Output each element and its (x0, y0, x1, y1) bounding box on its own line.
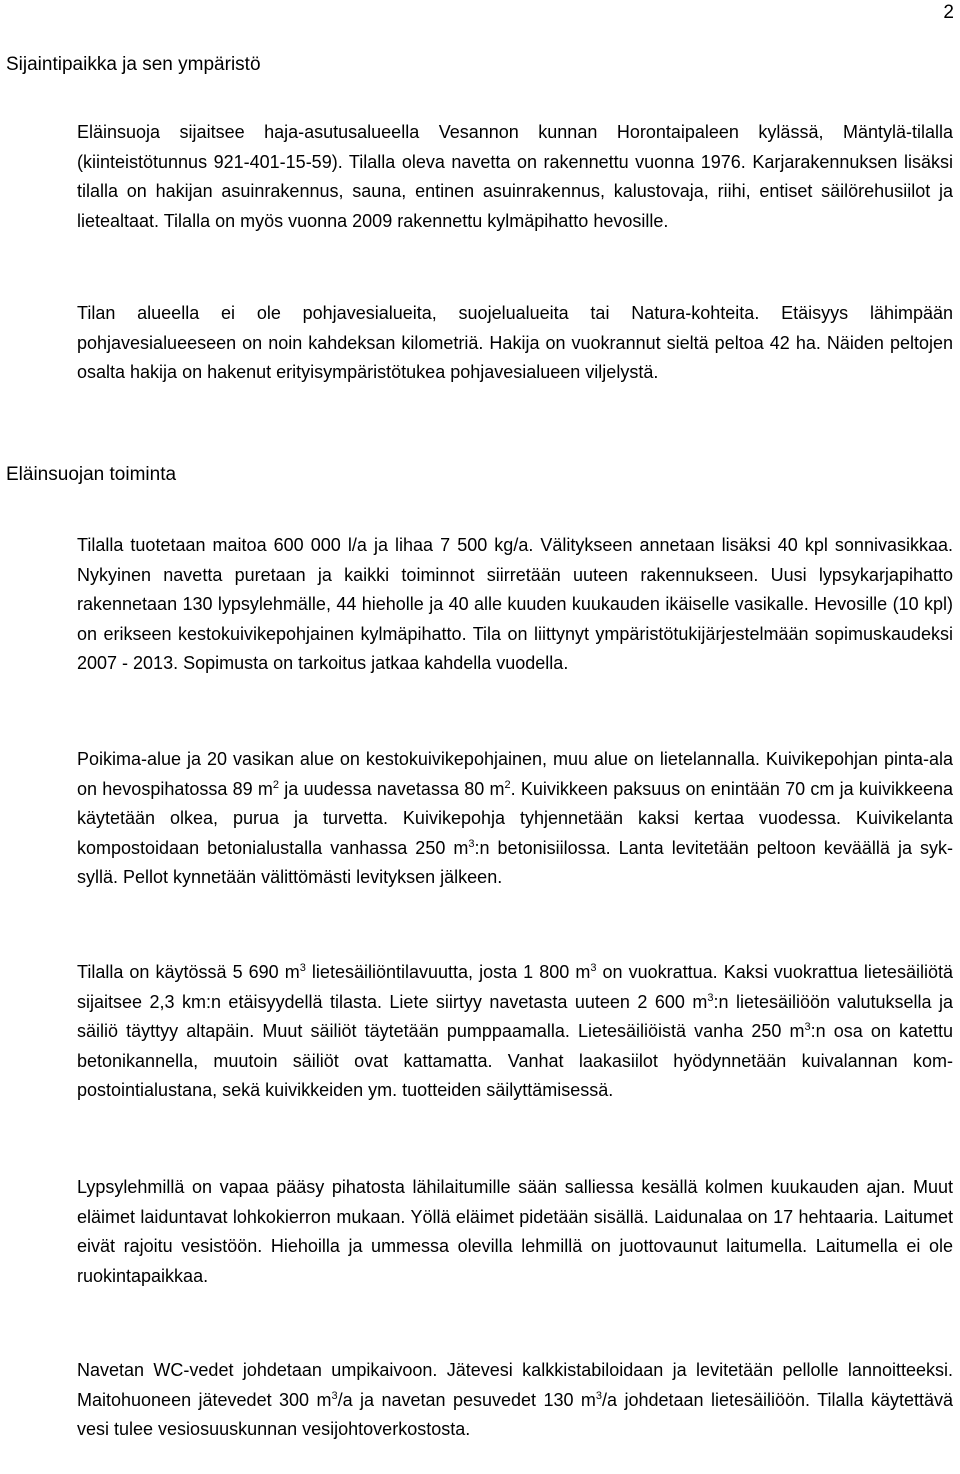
text-run: on vuokrattua. Kaksi vuokrattua lietesäiliötä sijaitsee 2,3 km:n etäisyydellä tilasta. Liete siirtyy navetasta uuteen 2 600 m (77, 962, 953, 1012)
section-heading-location: Sijaintipaikka ja sen ympäristö (6, 54, 261, 75)
paragraph-grazing (77, 1173, 953, 1291)
superscript-exponent: 3 (707, 991, 714, 1004)
text-run: Tilan alueella ei ole pohjavesialueita, suojelualueita tai Natura-kohteita. Etäisyys lähimpään pohjavesialueeseen on noin kahdeksan kilometriä. Hakija on vuokrannut sieltä peltoa 42 ha. Näiden peltojen osalta hakija on hakenut erityisympäristötukea pohjavesialueen viljelystä. (77, 303, 953, 383)
text-run: Eläinsuoja sijaitsee haja-asutusalueella Vesannon kunnan Horontaipaleen kylässä, Mäntylä-tilalla (kiinteistötunnus 921-401-15-59). Tilalla oleva navetta on rakennettu vuonna 1976. Karjarakennuksen lisäksi tilalla on hakijan asuinrakennus, sauna, entinen asuinrakennus, kalustovaja, riihi, entiset säilörehusiilot ja lietealtaat. Tilalla on myös vuonna 2009 rakennettu kylmäpihatto hevosille. (77, 122, 953, 231)
paragraph-bedding (77, 745, 953, 893)
superscript-exponent: 3 (595, 1389, 603, 1402)
text-run: /a ja navetan pesuvedet 130 m (337, 1389, 596, 1410)
paragraph-wastewater (77, 1356, 953, 1445)
superscript-exponent: 3 (331, 1389, 338, 1402)
superscript-exponent: 2 (504, 778, 511, 791)
superscript-exponent: 3 (804, 1021, 811, 1034)
text-run: Poikima-alue ja 20 vasikan alue on kestokuivikepohjainen, muu alue on lietelannalla. Kuivikepohjan pinta-ala on hevospihatossa 89 m (77, 749, 953, 799)
superscript-exponent: 3 (590, 962, 597, 974)
text-run: Tilalla on käytössä 5 690 m (77, 962, 300, 982)
section-heading-operations: Eläinsuojan toiminta (6, 464, 177, 485)
superscript-exponent: 3 (299, 962, 306, 974)
paragraph-slurry-storage (77, 958, 953, 1106)
text-run: /a johdetaan lietesäiliöön. Tilalla käytettävä vesi tulee vesiosuuskunnan vesijohtoverkostosta. (77, 1389, 953, 1440)
page-number: 2 (943, 2, 954, 23)
text-run: :n betonisiilossa. Lanta levitetään peltoon keväällä ja syksyllä. Pellot kynnetään välittömästi levityksen jälkeen. (77, 837, 953, 888)
text-run: :n osa on katettu betonikannella, muutoin säiliöt ovat kattamatta. Vanhat laakasiilot hyödynnetään kuivalannan kompostointialustana, sekä kuivikkeiden ym. tuotteiden säilyttämisessä. (77, 1021, 953, 1101)
text-run: ja uudessa navetassa 80 m (279, 778, 505, 799)
text-run: lietesäiliöntilavuutta, josta 1 800 m (305, 962, 591, 982)
superscript-exponent: 2 (272, 778, 280, 791)
text-run: :n lietesäiliöön valutuksella ja säiliö täyttyy altapäin. Muut säiliöt täytetään pumppaamalla. Lietesäiliöistä vanha 250 m (77, 991, 953, 1042)
text-run: Tilalla tuotetaan maitoa 600 000 l/a ja lihaa 7 500 kg/a. Välitykseen annetaan lisäksi 40 kpl sonnivasikkaa. Nykyinen navetta puretaan ja kaikki toiminnot siirretään uuteen rakennukseen. Uusi lypsykarjapihatto rakennetaan 130 lypsylehmälle, 44 hieholle ja 40 alle kuuden kuukauden ikäiselle vasikalle. Hevosille (10 kpl) on erikseen kestokuivikepohjainen kylmäpihatto. Tila on liittynyt ympäristötukijärjestelmään sopimuskaudeksi 2007 - 2013. Sopimusta on tarkoitus jatkaa kahdella vuodella. (77, 535, 953, 674)
text-run: Lypsylehmillä on vapaa pääsy pihatosta lähilaitumille sään salliessa kesällä kolmen kuukauden ajan. Muut eläimet laiduntavat lohkokierron mukaan. Yöllä eläimet pidetään sisällä. Laidunalaa on 17 hehtaaria. Laitumet eivät rajoitu vesistöön. Hiehoilla ja ummessa olevilla lehmillä on juottovaunut laitumella. Laitumella ei ole ruokintapaikkaa. (77, 1177, 953, 1286)
paragraph-groundwater (77, 299, 953, 388)
paragraph-location-description (77, 118, 953, 236)
superscript-exponent: 3 (468, 837, 475, 850)
paragraph-production (77, 531, 953, 679)
text-run: Navetan WC-vedet johdetaan umpikaivoon. Jätevesi kalkkistabiloidaan ja levitetään pellolle lannoitteeksi. Maitohuoneen jätevedet 300 m (77, 1360, 953, 1410)
text-run: . Kuivikkeen paksuus on enintään 70 cm ja kuivikkeena käytetään olkea, purua ja turvetta. Kuivikepohja tyhjennetään kaksi kertaa vuodessa. Kuivikelanta kompostoidaan betonialustalla vanhassa 250 m (77, 778, 953, 858)
